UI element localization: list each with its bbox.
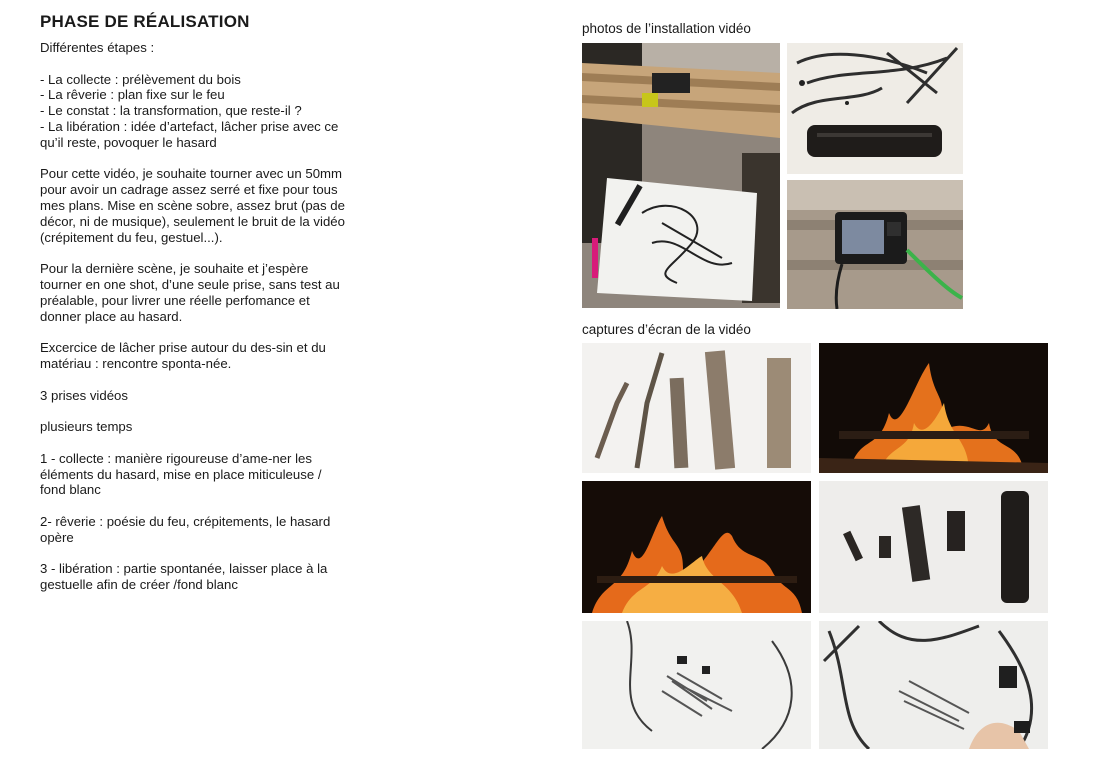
screenshot-fire-2 xyxy=(582,481,811,613)
screenshot-drawing-2 xyxy=(819,621,1048,749)
paragraph-phase-liberation: 3 - libération : partie spontanée, laisser place à la gestuelle afin de créer /fond blanc xyxy=(40,561,328,593)
text-column xyxy=(40,12,345,609)
paragraph-exercise: Excercice de lâcher prise autour du des-sin et du matériau : rencontre sponta-née. xyxy=(40,340,326,371)
screenshot-fire-1 xyxy=(819,343,1048,473)
screenshot-drawing-1 xyxy=(582,621,811,749)
paragraph-video-setup: Pour cette vidéo, je souhaite tourner avec un 50mm pour avoir un cadrage assez serré et fixe pour tous mes plans. Mise en scène sobre, assez brut (pas de décor, ni de musique), seulement le bruit de la vidéo (crépitement du feu, gestuel...). xyxy=(40,166,345,245)
paragraph-phase-reverie: 2- rêverie : poésie du feu, crépitements, le hasard opère xyxy=(40,513,331,545)
installation-photo-wide xyxy=(582,43,780,308)
paragraph-takes: 3 prises vidéos xyxy=(40,387,128,403)
installation-caption: photos de l’installation vidéo xyxy=(582,21,751,36)
paragraph-times: plusieurs temps xyxy=(40,419,133,435)
paragraph-last-scene: Pour la dernière scène, je souhaite et j’espère tourner en one shot, d’une seule prise, sans test au préalable, pour livrer une réelle perfomance et donner place au hasard. xyxy=(40,261,340,324)
installation-photo-burnt-log xyxy=(787,43,963,174)
installation-photo-camera xyxy=(787,180,963,309)
paragraph-phase-collecte: 1 - collecte : manière rigoureuse d’ame-ner les éléments du hasard, mise en place miticuleuse / fond blanc xyxy=(40,450,322,498)
paragraph-steps-intro: Différentes étapes : xyxy=(40,40,155,55)
paragraph-steps-list: - La collecte : prélèvement du bois - La rêverie : plan fixe sur le feu - Le constat : la transformation, que reste-il ? - La libération : idée d’artefact, lâcher prise avec ce qu’il reste, povoquer le hasard xyxy=(40,71,339,150)
page-title: PHASE DE RÉALISATION xyxy=(40,12,250,31)
screenshot-charred-wood xyxy=(819,481,1048,613)
screenshots-caption: captures d’écran de la vidéo xyxy=(582,322,751,337)
screenshot-wood-sticks xyxy=(582,343,811,473)
